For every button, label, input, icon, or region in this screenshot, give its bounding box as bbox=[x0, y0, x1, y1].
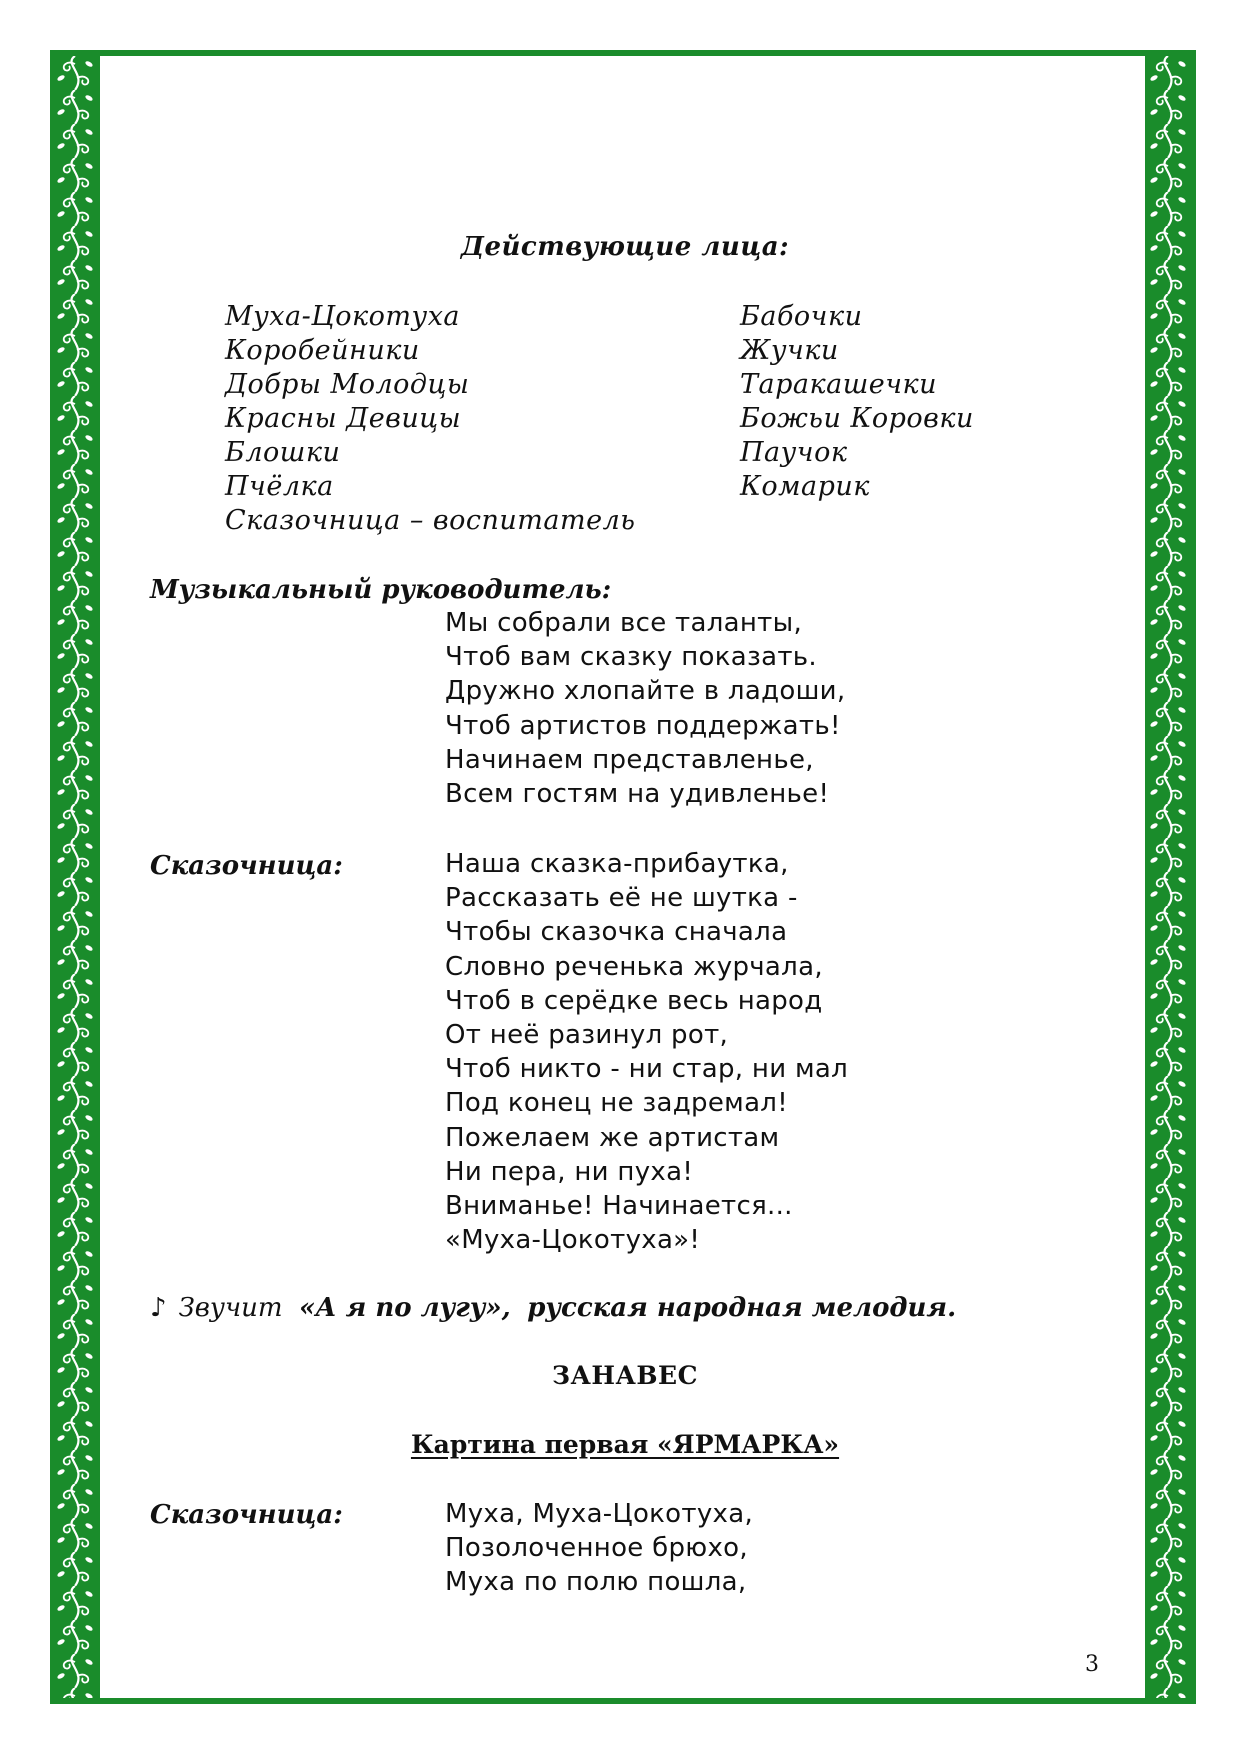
cast-item: Добры Молодцы bbox=[225, 369, 470, 400]
left-vine-ornament bbox=[53, 56, 97, 1698]
verse-line: Мы собрали все таланты, bbox=[445, 608, 803, 638]
verse-line: Словно реченька журчала, bbox=[445, 951, 823, 982]
verse-line: От неё разинул рот, bbox=[445, 1020, 729, 1051]
cast-item: Блошки bbox=[225, 437, 341, 468]
verse-line: Рассказать её не шутка - bbox=[445, 883, 798, 914]
verse-line: Чтобы сказочка сначала bbox=[445, 917, 788, 948]
verse-line: Под конец не задремал! bbox=[445, 1088, 788, 1119]
cast-item: Бабочки bbox=[740, 301, 863, 332]
cast-list-left bbox=[225, 300, 635, 538]
verse-line: «Муха-Цокотуха»! bbox=[445, 1225, 701, 1256]
cast-list-right bbox=[740, 300, 974, 504]
cast-item: Пчёлка bbox=[225, 471, 334, 502]
vine-pattern-right bbox=[1146, 56, 1190, 1698]
speaker-storyteller: Сказочница: bbox=[150, 851, 343, 881]
music-cue bbox=[150, 1293, 956, 1323]
verse-line: Дружно хлопайте в ладоши, bbox=[445, 676, 846, 707]
verse-line: Вниманье! Начинается... bbox=[445, 1191, 793, 1222]
music-suffix: русская народная мелодия. bbox=[527, 1293, 957, 1323]
verse-storyteller-2 bbox=[445, 1497, 753, 1600]
cast-item: Коробейники bbox=[225, 335, 420, 366]
cast-item: Муха-Цокотуха bbox=[225, 301, 461, 332]
verse-line: Чтоб в серёдке весь народ bbox=[445, 985, 823, 1016]
cast-item: Жучки bbox=[740, 335, 839, 366]
page-content bbox=[150, 0, 1100, 1754]
music-prefix: Звучит bbox=[178, 1293, 283, 1323]
verse-line: Муха, Муха-Цокотуха, bbox=[445, 1499, 754, 1529]
verse-line: Чтоб никто - ни стар, ни мал bbox=[445, 1054, 849, 1085]
curtain-direction: ЗАНАВЕС bbox=[552, 1361, 698, 1390]
verse-line: Чтоб вам сказку показать. bbox=[445, 642, 817, 673]
vine-pattern-left bbox=[53, 56, 97, 1698]
verse-line: Пожелаем же артистам bbox=[445, 1122, 780, 1153]
verse-line: Муха по полю пошла, bbox=[445, 1567, 747, 1598]
cast-heading: Действующие лица: bbox=[460, 232, 790, 262]
speaker-music-director: Музыкальный руководитель: bbox=[150, 575, 612, 605]
cast-item: Сказочница – воспитатель bbox=[225, 505, 636, 536]
page-number: 3 bbox=[1085, 1652, 1099, 1677]
right-vine-ornament bbox=[1146, 56, 1190, 1698]
verse-line: Позолоченное брюхо, bbox=[445, 1533, 748, 1564]
speaker-storyteller-2: Сказочница: bbox=[150, 1500, 343, 1530]
cast-item: Таракашечки bbox=[740, 369, 938, 400]
cast-item: Комарик bbox=[740, 471, 870, 502]
music-note-icon: ♪ bbox=[150, 1293, 167, 1323]
cast-item: Божьи Коровки bbox=[740, 403, 974, 434]
music-title: «А я по лугу», bbox=[299, 1293, 511, 1323]
verse-line: Всем гостям на удивленье! bbox=[445, 779, 830, 810]
verse-storyteller bbox=[445, 847, 848, 1257]
cast-item: Красны Девицы bbox=[225, 403, 462, 434]
verse-line: Чтоб артистов поддержать! bbox=[445, 710, 841, 741]
verse-line: Начинаем представленье, bbox=[445, 744, 814, 775]
scene-title-text: Картина первая «ЯРМАРКА» bbox=[410, 1430, 840, 1459]
verse-line: Ни пера, ни пуха! bbox=[445, 1156, 694, 1187]
verse-line: Наша сказка-прибаутка, bbox=[445, 849, 789, 879]
verse-music-director bbox=[445, 606, 845, 811]
scene-title bbox=[150, 1430, 1100, 1459]
cast-item: Паучок bbox=[740, 437, 848, 468]
